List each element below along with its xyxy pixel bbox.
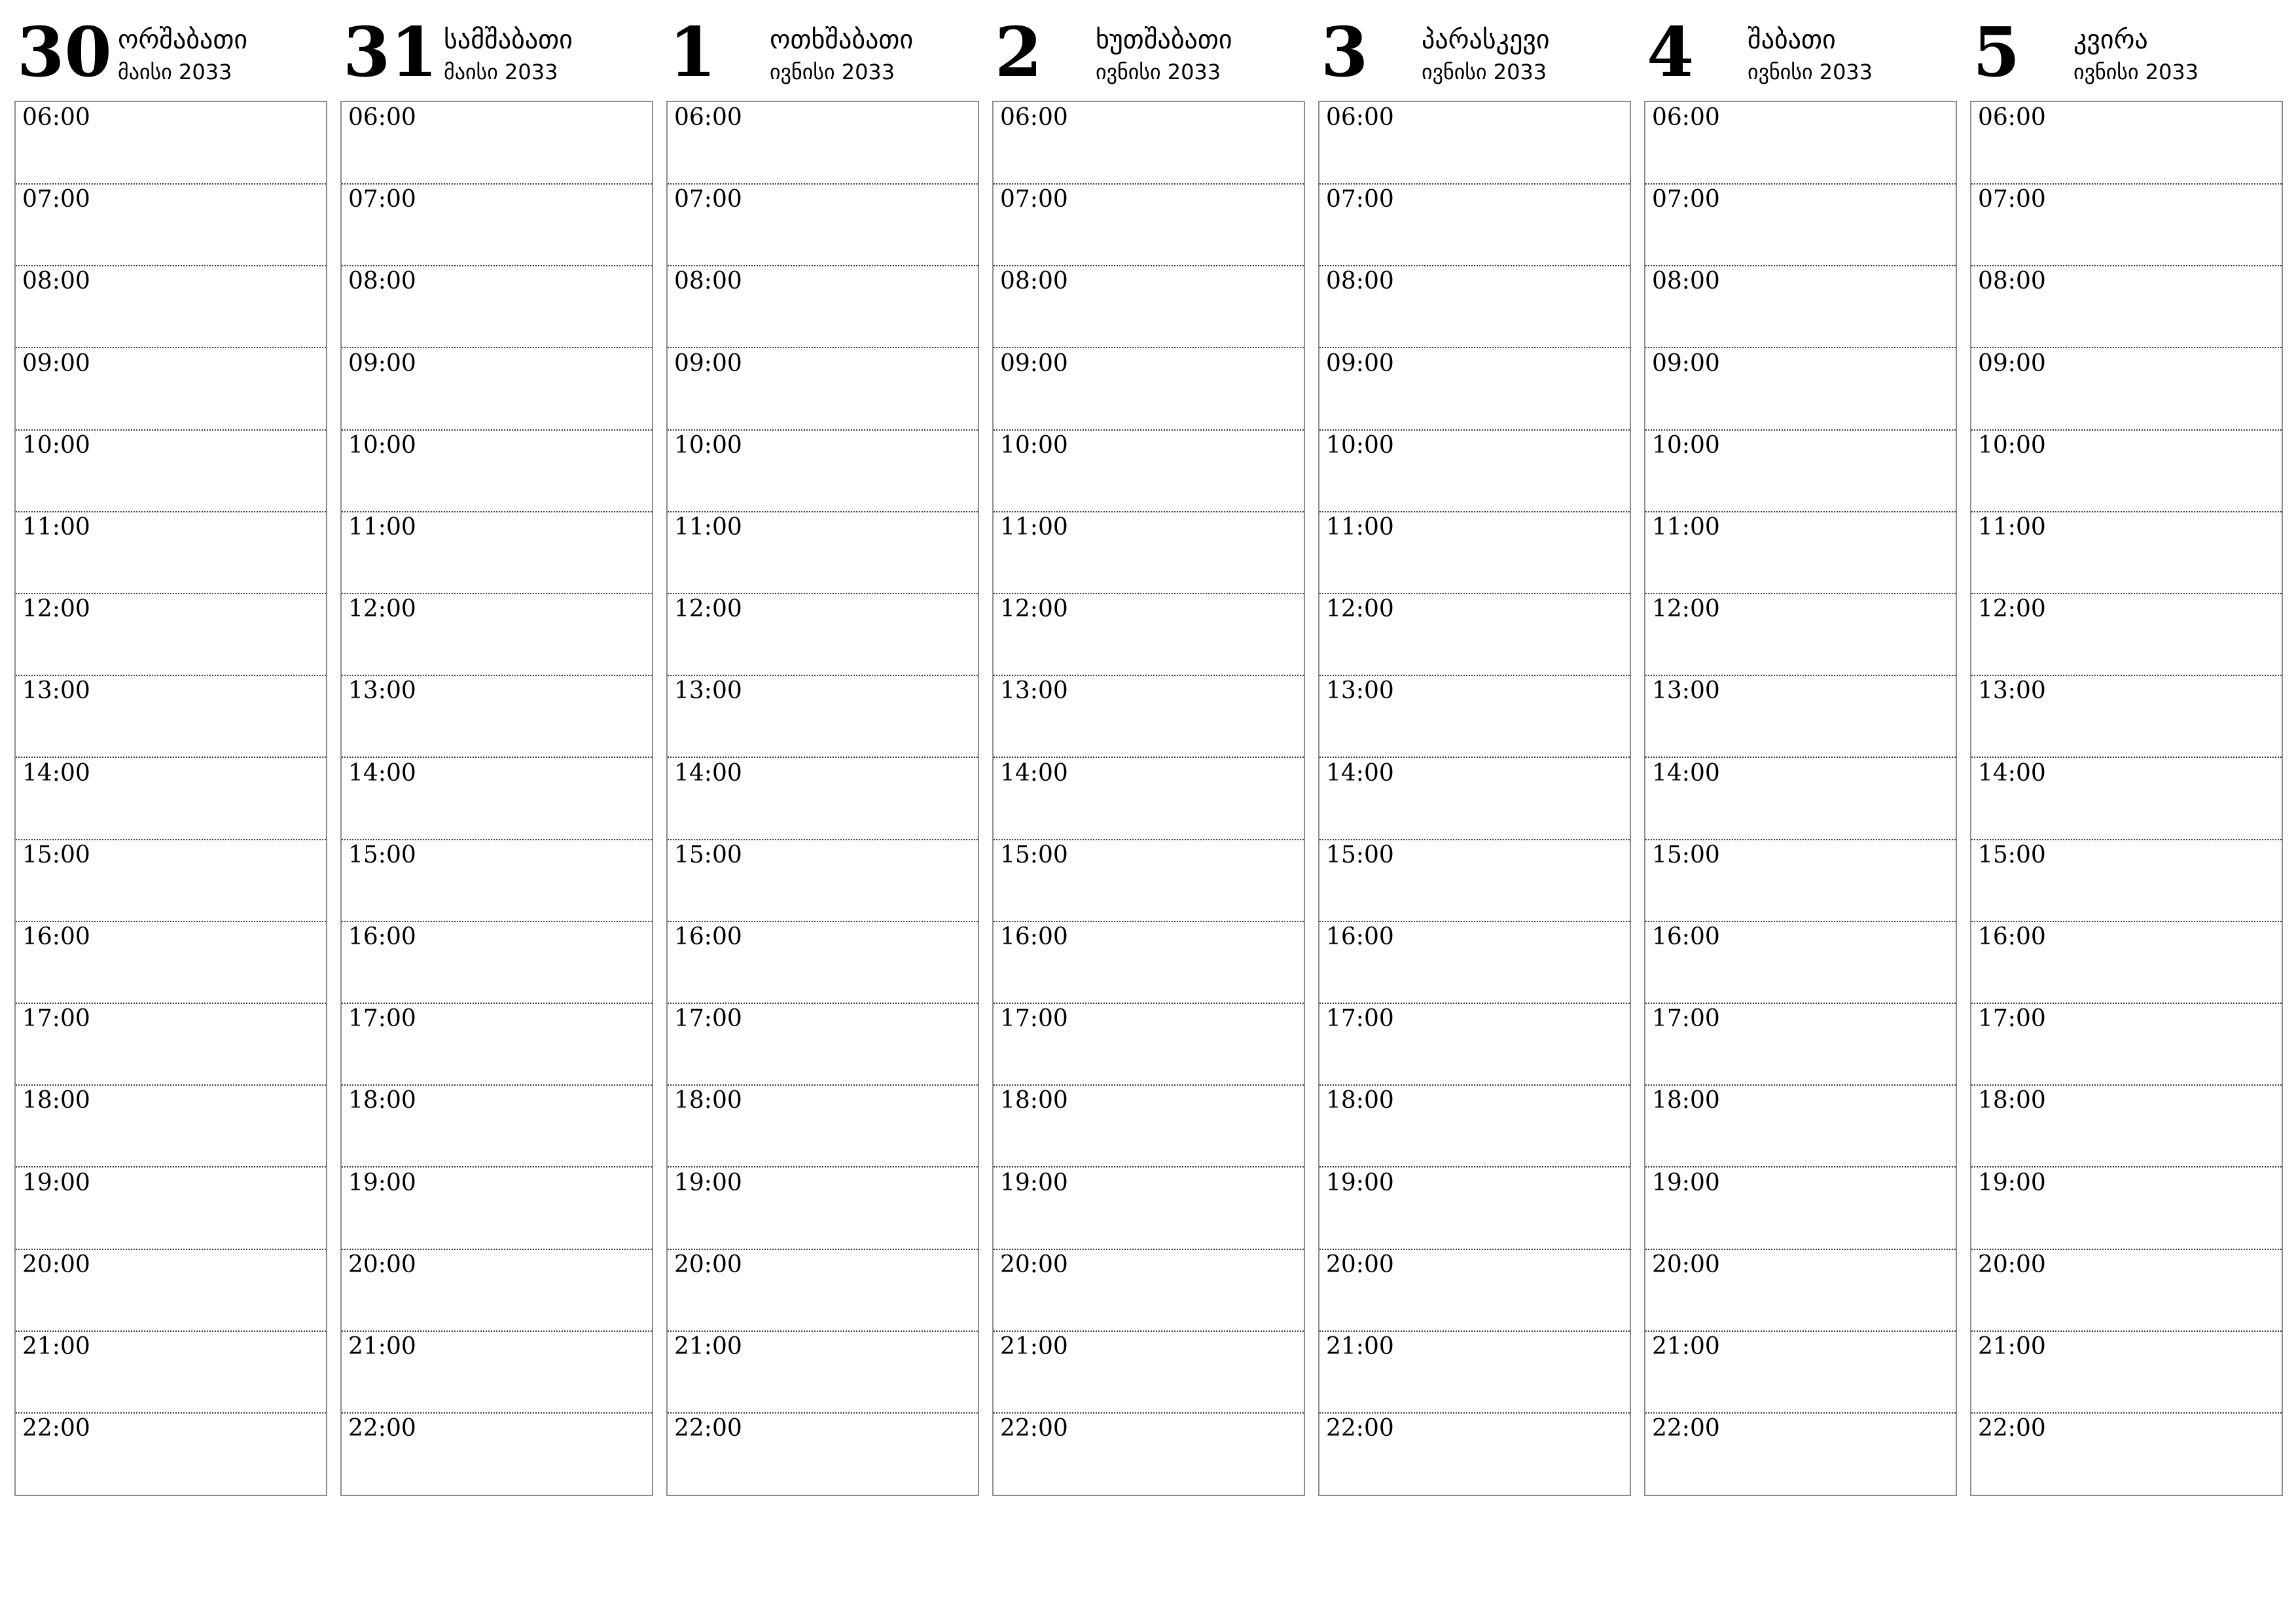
- hour-slot[interactable]: [1319, 1003, 1630, 1086]
- hour-label: 17:00: [1326, 1005, 1394, 1033]
- hour-slot[interactable]: [1319, 1249, 1630, 1332]
- hour-label: 19:00: [1652, 1169, 1720, 1196]
- hour-slot[interactable]: [994, 102, 1304, 185]
- hour-label: 21:00: [674, 1333, 742, 1360]
- hour-slot[interactable]: [1971, 266, 2282, 348]
- day-schedule: [1644, 101, 1957, 1496]
- hour-slot[interactable]: [994, 758, 1304, 840]
- hour-label: 11:00: [348, 514, 416, 541]
- hour-slot[interactable]: [1645, 266, 1956, 348]
- hour-label: 19:00: [22, 1169, 90, 1196]
- hour-slot[interactable]: [668, 675, 978, 758]
- hour-label: 16:00: [1000, 923, 1068, 950]
- hour-slot[interactable]: [994, 1168, 1304, 1250]
- hour-label: 22:00: [348, 1415, 416, 1442]
- hour-slot[interactable]: [668, 348, 978, 431]
- hour-label: 22:00: [1978, 1415, 2046, 1442]
- hour-slot[interactable]: [1645, 1085, 1956, 1168]
- hour-slot[interactable]: [16, 840, 326, 922]
- hour-label: 15:00: [22, 841, 90, 868]
- hour-slot[interactable]: [994, 1003, 1304, 1086]
- hour-label: 20:00: [674, 1251, 742, 1278]
- month-year: ივნისი 2033: [770, 60, 895, 84]
- day-number: 2: [995, 12, 1043, 92]
- hour-slot[interactable]: [16, 348, 326, 431]
- day-header: [666, 0, 979, 98]
- hour-label: 19:00: [1978, 1169, 2046, 1196]
- hour-label: 18:00: [1652, 1087, 1720, 1115]
- hour-label: 10:00: [1978, 431, 2046, 459]
- day-header: [992, 0, 1305, 98]
- hour-slot[interactable]: [1971, 675, 2282, 758]
- hour-slot[interactable]: [16, 102, 326, 185]
- hour-slot[interactable]: [342, 1085, 652, 1168]
- day-number: 4: [1647, 12, 1695, 92]
- hour-slot[interactable]: [1971, 921, 2282, 1004]
- hour-label: 12:00: [1000, 596, 1068, 623]
- hour-label: 08:00: [22, 268, 90, 295]
- hour-slot[interactable]: [994, 512, 1304, 594]
- hour-slot[interactable]: [1319, 840, 1630, 922]
- hour-slot[interactable]: [1645, 594, 1956, 676]
- day-number: 3: [1321, 12, 1369, 92]
- month-year: ივნისი 2033: [1422, 60, 1547, 84]
- hour-label: 21:00: [1000, 1333, 1068, 1360]
- hour-label: 19:00: [1000, 1169, 1068, 1196]
- hour-label: 16:00: [674, 923, 742, 950]
- hour-slot[interactable]: [342, 348, 652, 431]
- hour-label: 08:00: [1652, 268, 1720, 295]
- weekday-name: სამშაბათი: [444, 25, 573, 55]
- hour-slot[interactable]: [994, 348, 1304, 431]
- hour-label: 20:00: [1326, 1251, 1394, 1278]
- hour-slot[interactable]: [342, 1003, 652, 1086]
- hour-slot[interactable]: [1971, 1249, 2282, 1332]
- hour-slot[interactable]: [1971, 1003, 2282, 1086]
- day-header: [1318, 0, 1631, 98]
- hour-slot[interactable]: [1971, 1413, 2282, 1494]
- hour-slot[interactable]: [1319, 758, 1630, 840]
- hour-label: 15:00: [1000, 841, 1068, 868]
- hour-label: 07:00: [1978, 186, 2046, 213]
- hour-label: 22:00: [22, 1415, 90, 1442]
- weekday-name: კვირა: [2073, 25, 2148, 55]
- hour-slot[interactable]: [1645, 1003, 1956, 1086]
- hour-slot[interactable]: [1645, 1331, 1956, 1414]
- hour-label: 22:00: [1326, 1415, 1394, 1442]
- weekly-planner: [14, 0, 2292, 1505]
- hour-label: 17:00: [1000, 1005, 1068, 1033]
- hour-label: 18:00: [1000, 1087, 1068, 1115]
- hour-label: 06:00: [348, 104, 416, 131]
- hour-label: 17:00: [674, 1005, 742, 1033]
- hour-label: 11:00: [22, 514, 90, 541]
- hour-slot[interactable]: [16, 430, 326, 512]
- hour-label: 06:00: [1978, 104, 2046, 131]
- hour-label: 21:00: [348, 1333, 416, 1360]
- hour-slot[interactable]: [1319, 348, 1630, 431]
- hour-label: 20:00: [1978, 1251, 2046, 1278]
- hour-slot[interactable]: [16, 1413, 326, 1494]
- hour-slot[interactable]: [1971, 1331, 2282, 1414]
- hour-slot[interactable]: [668, 512, 978, 594]
- day-header: [340, 0, 653, 98]
- hour-label: 22:00: [674, 1415, 742, 1442]
- hour-label: 07:00: [1652, 186, 1720, 213]
- hour-slot[interactable]: [16, 758, 326, 840]
- hour-label: 14:00: [22, 759, 90, 787]
- day-column: [14, 0, 327, 1505]
- hour-label: 18:00: [348, 1087, 416, 1115]
- day-column: [666, 0, 979, 1505]
- hour-label: 17:00: [22, 1005, 90, 1033]
- day-column: [1644, 0, 1957, 1505]
- hour-slot[interactable]: [1645, 1249, 1956, 1332]
- hour-slot[interactable]: [994, 1249, 1304, 1332]
- hour-label: 08:00: [348, 268, 416, 295]
- hour-slot[interactable]: [1645, 675, 1956, 758]
- hour-label: 10:00: [1326, 431, 1394, 459]
- hour-label: 08:00: [1000, 268, 1068, 295]
- hour-label: 07:00: [348, 186, 416, 213]
- hour-label: 18:00: [22, 1087, 90, 1115]
- hour-label: 08:00: [674, 268, 742, 295]
- weekday-name: პარასკევი: [1422, 25, 1550, 55]
- hour-label: 17:00: [1978, 1005, 2046, 1033]
- hour-slot[interactable]: [668, 1249, 978, 1332]
- hour-slot[interactable]: [342, 102, 652, 185]
- hour-label: 22:00: [1000, 1415, 1068, 1442]
- hour-label: 10:00: [674, 431, 742, 459]
- hour-label: 12:00: [674, 596, 742, 623]
- hour-label: 06:00: [1326, 104, 1394, 131]
- hour-slot[interactable]: [668, 1331, 978, 1414]
- hour-label: 14:00: [674, 759, 742, 787]
- hour-slot[interactable]: [1319, 1085, 1630, 1168]
- hour-label: 14:00: [1978, 759, 2046, 787]
- hour-label: 17:00: [348, 1005, 416, 1033]
- hour-slot[interactable]: [1645, 758, 1956, 840]
- hour-label: 09:00: [348, 349, 416, 377]
- hour-label: 07:00: [1000, 186, 1068, 213]
- hour-slot[interactable]: [1645, 102, 1956, 185]
- day-number: 1: [669, 12, 717, 92]
- hour-label: 11:00: [1652, 514, 1720, 541]
- hour-slot[interactable]: [1319, 594, 1630, 676]
- hour-label: 20:00: [1000, 1251, 1068, 1278]
- hour-label: 07:00: [1326, 186, 1394, 213]
- hour-slot[interactable]: [16, 1085, 326, 1168]
- hour-label: 14:00: [1326, 759, 1394, 787]
- hour-label: 13:00: [1326, 677, 1394, 705]
- day-number: 5: [1973, 12, 2020, 92]
- day-header: [1970, 0, 2283, 98]
- hour-label: 12:00: [348, 596, 416, 623]
- hour-label: 06:00: [22, 104, 90, 131]
- hour-label: 19:00: [348, 1169, 416, 1196]
- hour-slot[interactable]: [1971, 348, 2282, 431]
- hour-slot[interactable]: [994, 1085, 1304, 1168]
- hour-label: 09:00: [1000, 349, 1068, 377]
- hour-label: 14:00: [1652, 759, 1720, 787]
- hour-label: 06:00: [1000, 104, 1068, 131]
- month-year: ივნისი 2033: [1096, 60, 1221, 84]
- hour-slot[interactable]: [342, 512, 652, 594]
- hour-slot[interactable]: [668, 921, 978, 1004]
- hour-label: 21:00: [22, 1333, 90, 1360]
- hour-label: 08:00: [1978, 268, 2046, 295]
- hour-slot[interactable]: [16, 1249, 326, 1332]
- hour-label: 10:00: [348, 431, 416, 459]
- hour-label: 12:00: [1326, 596, 1394, 623]
- hour-label: 16:00: [1326, 923, 1394, 950]
- hour-label: 15:00: [1326, 841, 1394, 868]
- month-year: ივნისი 2033: [2073, 60, 2199, 84]
- hour-slot[interactable]: [668, 430, 978, 512]
- hour-label: 11:00: [1326, 514, 1394, 541]
- hour-slot[interactable]: [1319, 102, 1630, 185]
- day-column: [340, 0, 653, 1505]
- hour-slot[interactable]: [1319, 675, 1630, 758]
- hour-label: 13:00: [1000, 677, 1068, 705]
- hour-slot[interactable]: [342, 1249, 652, 1332]
- hour-slot[interactable]: [16, 1331, 326, 1414]
- hour-slot[interactable]: [1645, 840, 1956, 922]
- hour-slot[interactable]: [342, 758, 652, 840]
- month-year: მაისი 2033: [444, 60, 558, 84]
- hour-label: 21:00: [1978, 1333, 2046, 1360]
- hour-label: 07:00: [674, 186, 742, 213]
- hour-slot[interactable]: [1319, 266, 1630, 348]
- hour-label: 13:00: [22, 677, 90, 705]
- day-column: [1970, 0, 2283, 1505]
- hour-label: 11:00: [674, 514, 742, 541]
- hour-label: 06:00: [1652, 104, 1720, 131]
- hour-label: 09:00: [22, 349, 90, 377]
- hour-slot[interactable]: [342, 1168, 652, 1250]
- weekday-name: ოთხშაბათი: [770, 25, 914, 55]
- hour-slot[interactable]: [1971, 102, 2282, 185]
- hour-label: 15:00: [1978, 841, 2046, 868]
- hour-label: 09:00: [1978, 349, 2046, 377]
- hour-slot[interactable]: [342, 1331, 652, 1414]
- hour-slot[interactable]: [994, 675, 1304, 758]
- hour-slot[interactable]: [1971, 1085, 2282, 1168]
- hour-label: 13:00: [1978, 677, 2046, 705]
- hour-label: 09:00: [1326, 349, 1394, 377]
- hour-slot[interactable]: [994, 1413, 1304, 1494]
- hour-slot[interactable]: [16, 1003, 326, 1086]
- hour-slot[interactable]: [16, 1168, 326, 1250]
- hour-slot[interactable]: [342, 1413, 652, 1494]
- hour-slot[interactable]: [994, 840, 1304, 922]
- hour-slot[interactable]: [16, 512, 326, 594]
- hour-slot[interactable]: [1645, 921, 1956, 1004]
- hour-slot[interactable]: [668, 840, 978, 922]
- day-column: [1318, 0, 1631, 1505]
- hour-label: 12:00: [1978, 596, 2046, 623]
- day-schedule: [1318, 101, 1631, 1496]
- hour-slot[interactable]: [994, 184, 1304, 266]
- hour-label: 20:00: [348, 1251, 416, 1278]
- hour-slot[interactable]: [1319, 430, 1630, 512]
- weekday-name: ორშაბათი: [118, 25, 248, 55]
- hour-slot[interactable]: [16, 594, 326, 676]
- hour-slot[interactable]: [1645, 1168, 1956, 1250]
- hour-label: 20:00: [1652, 1251, 1720, 1278]
- hour-slot[interactable]: [668, 1085, 978, 1168]
- hour-slot[interactable]: [16, 675, 326, 758]
- hour-label: 18:00: [674, 1087, 742, 1115]
- hour-slot[interactable]: [668, 184, 978, 266]
- hour-label: 16:00: [22, 923, 90, 950]
- hour-slot[interactable]: [668, 266, 978, 348]
- hour-label: 08:00: [1326, 268, 1394, 295]
- hour-slot[interactable]: [1971, 512, 2282, 594]
- hour-label: 07:00: [22, 186, 90, 213]
- hour-slot[interactable]: [342, 594, 652, 676]
- hour-label: 10:00: [22, 431, 90, 459]
- day-header: [1644, 0, 1957, 98]
- hour-slot[interactable]: [994, 430, 1304, 512]
- hour-slot[interactable]: [1319, 184, 1630, 266]
- hour-label: 13:00: [1652, 677, 1720, 705]
- hour-slot[interactable]: [16, 266, 326, 348]
- hour-label: 21:00: [1326, 1333, 1394, 1360]
- hour-label: 09:00: [1652, 349, 1720, 377]
- hour-slot[interactable]: [668, 758, 978, 840]
- hour-slot[interactable]: [1319, 1413, 1630, 1494]
- hour-slot[interactable]: [1645, 430, 1956, 512]
- day-schedule: [1970, 101, 2283, 1496]
- hour-label: 22:00: [1652, 1415, 1720, 1442]
- hour-label: 15:00: [1652, 841, 1720, 868]
- hour-label: 13:00: [348, 677, 416, 705]
- day-schedule: [992, 101, 1305, 1496]
- hour-label: 21:00: [1652, 1333, 1720, 1360]
- hour-label: 18:00: [1978, 1087, 2046, 1115]
- hour-label: 09:00: [674, 349, 742, 377]
- hour-slot[interactable]: [994, 921, 1304, 1004]
- day-schedule: [14, 101, 327, 1496]
- hour-slot[interactable]: [1319, 1331, 1630, 1414]
- hour-slot[interactable]: [1971, 840, 2282, 922]
- hour-slot[interactable]: [1319, 1168, 1630, 1250]
- hour-slot[interactable]: [1645, 348, 1956, 431]
- day-schedule: [340, 101, 653, 1496]
- hour-slot[interactable]: [16, 184, 326, 266]
- hour-slot[interactable]: [1971, 184, 2282, 266]
- hour-slot[interactable]: [1645, 512, 1956, 594]
- hour-label: 11:00: [1978, 514, 2046, 541]
- hour-slot[interactable]: [668, 594, 978, 676]
- hour-slot[interactable]: [16, 921, 326, 1004]
- hour-label: 15:00: [348, 841, 416, 868]
- day-number: 31: [343, 12, 438, 92]
- hour-slot[interactable]: [342, 921, 652, 1004]
- hour-label: 20:00: [22, 1251, 90, 1278]
- hour-label: 14:00: [348, 759, 416, 787]
- hour-label: 10:00: [1000, 431, 1068, 459]
- day-schedule: [666, 101, 979, 1496]
- hour-slot[interactable]: [342, 430, 652, 512]
- hour-label: 12:00: [22, 596, 90, 623]
- hour-slot[interactable]: [668, 1413, 978, 1494]
- hour-label: 12:00: [1652, 596, 1720, 623]
- hour-label: 06:00: [674, 104, 742, 131]
- hour-label: 16:00: [348, 923, 416, 950]
- hour-slot[interactable]: [1319, 921, 1630, 1004]
- month-year: ივნისი 2033: [1748, 60, 1873, 84]
- hour-slot[interactable]: [1971, 1168, 2282, 1250]
- hour-slot[interactable]: [1971, 594, 2282, 676]
- hour-slot[interactable]: [1971, 758, 2282, 840]
- hour-label: 14:00: [1000, 759, 1068, 787]
- hour-label: 19:00: [1326, 1169, 1394, 1196]
- hour-slot[interactable]: [342, 184, 652, 266]
- weekday-name: შაბათი: [1748, 25, 1836, 55]
- weekday-name: ხუთშაბათი: [1096, 25, 1232, 55]
- hour-slot[interactable]: [1645, 184, 1956, 266]
- hour-slot[interactable]: [994, 594, 1304, 676]
- day-header: [14, 0, 327, 98]
- hour-slot[interactable]: [668, 1168, 978, 1250]
- hour-slot[interactable]: [342, 675, 652, 758]
- hour-label: 13:00: [674, 677, 742, 705]
- day-number: 30: [17, 12, 112, 92]
- month-year: მაისი 2033: [118, 60, 232, 84]
- hour-slot[interactable]: [668, 1003, 978, 1086]
- hour-label: 10:00: [1652, 431, 1720, 459]
- hour-slot[interactable]: [1319, 512, 1630, 594]
- hour-label: 17:00: [1652, 1005, 1720, 1033]
- hour-label: 16:00: [1652, 923, 1720, 950]
- hour-slot[interactable]: [668, 102, 978, 185]
- hour-label: 11:00: [1000, 514, 1068, 541]
- hour-label: 19:00: [674, 1169, 742, 1196]
- hour-label: 16:00: [1978, 923, 2046, 950]
- hour-label: 15:00: [674, 841, 742, 868]
- hour-label: 18:00: [1326, 1087, 1394, 1115]
- hour-slot[interactable]: [1645, 1413, 1956, 1494]
- day-column: [992, 0, 1305, 1505]
- hour-slot[interactable]: [1971, 430, 2282, 512]
- hour-slot[interactable]: [994, 1331, 1304, 1414]
- hour-slot[interactable]: [994, 266, 1304, 348]
- hour-slot[interactable]: [342, 840, 652, 922]
- hour-slot[interactable]: [342, 266, 652, 348]
